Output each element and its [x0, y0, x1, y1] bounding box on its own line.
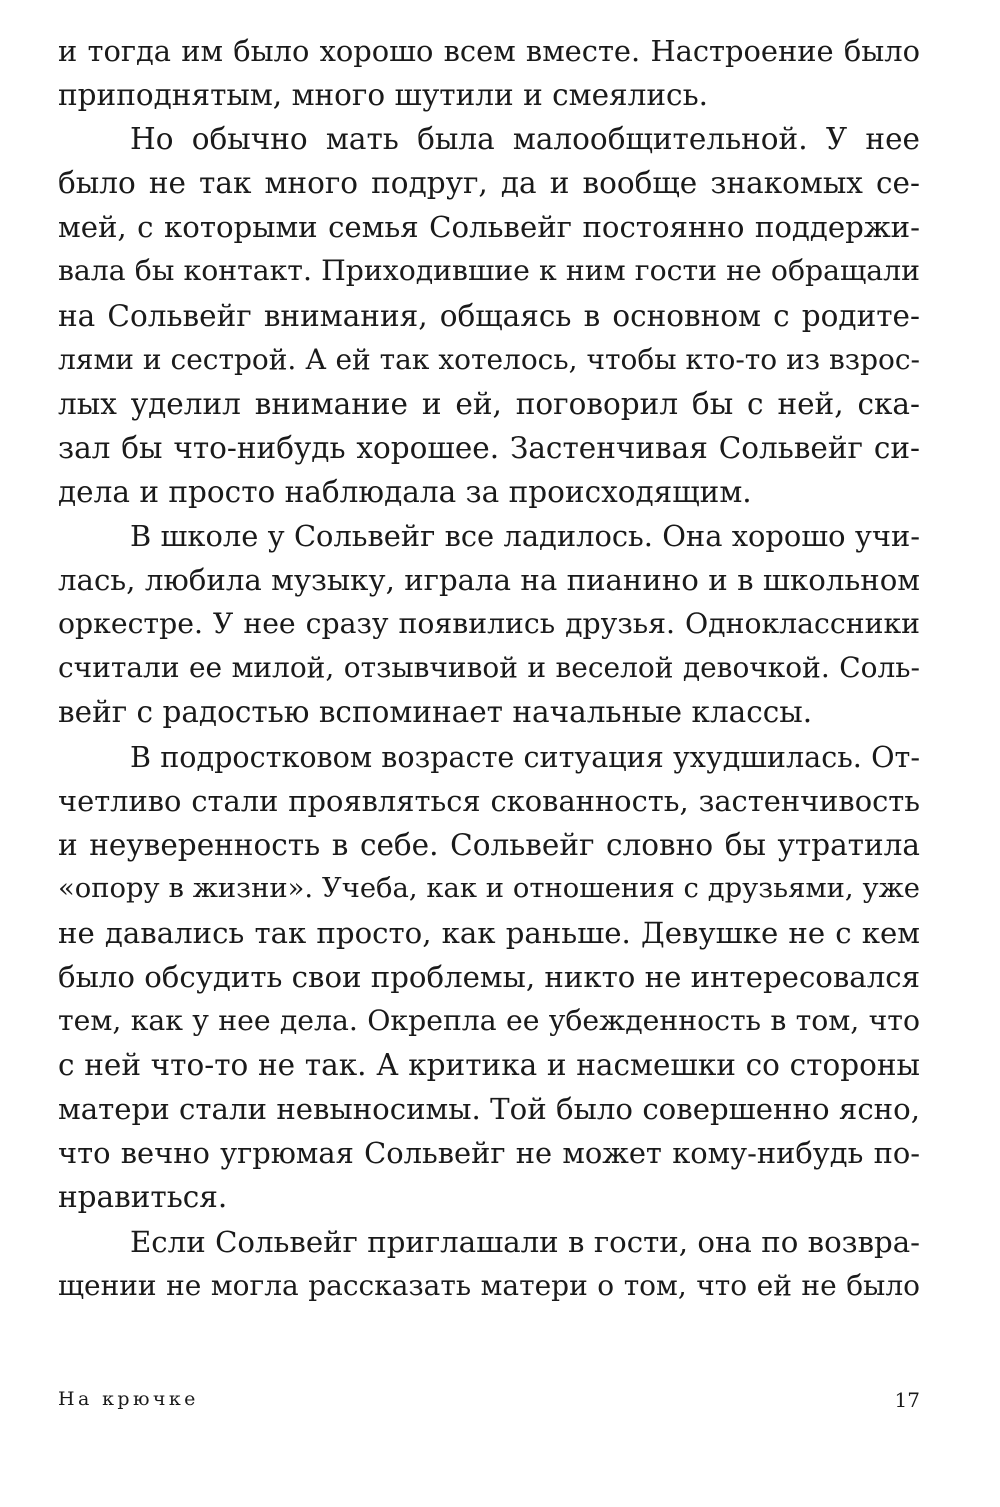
- text-line: матери стали невыносимы. Той было совершенно ясно,: [58, 1092, 920, 1127]
- text-line: считали ее милой, отзывчивой и веселой девочкой. Соль-: [58, 651, 920, 685]
- text-line: и тогда им было хорошо всем вместе. Настроение было: [58, 34, 920, 68]
- text-line: В школе у Сольвейг все ладилось. Она хорошо учи-: [130, 519, 920, 554]
- text-line: «опору в жизни». Учеба, как и отношения с друзьями, уже: [58, 872, 920, 904]
- text-line: лась, любила музыку, играла на пианино и в школьном: [58, 563, 920, 598]
- text-line: было не так много подруг, да и вообще знакомых се-: [58, 166, 920, 201]
- text-line: приподнятым, много шутили и смеялись.: [58, 78, 709, 113]
- text-line: не давались так просто, как раньше. Девушке не с кем: [58, 915, 920, 950]
- running-title: На крючке: [58, 1388, 199, 1410]
- text-line: оркестре. У нее сразу появились друзья. Одноклассники: [58, 607, 920, 641]
- text-line: что вечно угрюмая Сольвейг не может кому-нибудь по-: [58, 1136, 920, 1171]
- body-text: [58, 29, 920, 1308]
- text-line: на Сольвейг внимания, общаясь в основном с родите-: [58, 298, 920, 333]
- text-line: Но обычно мать была малообщительной. У нее: [130, 122, 920, 157]
- text-line: В подростковом возрасте ситуация ухудшилась. От-: [130, 739, 920, 774]
- text-line: четливо стали проявляться скованность, застенчивость: [58, 783, 920, 818]
- text-line: мей, с которыми семья Сольвейг постоянно поддержи-: [58, 210, 920, 245]
- text-line: тем, как у нее дела. Окрепла ее убежденность в том, что: [58, 1004, 920, 1038]
- text-line: с ней что-то не так. А критика и насмешки со стороны: [58, 1048, 920, 1083]
- text-line: зал бы что-нибудь хорошее. Застенчивая Сольвейг си-: [58, 430, 920, 465]
- text-line: вейг с радостью вспоминает начальные классы.: [58, 695, 813, 730]
- text-line: нравиться.: [58, 1180, 228, 1215]
- text-line: дела и просто наблюдала за происходящим.: [58, 474, 752, 509]
- text-line: щении не могла рассказать матери о том, что ей не было: [58, 1268, 920, 1302]
- text-line: лями и сестрой. А ей так хотелось, чтобы кто-то из взрос-: [58, 342, 920, 376]
- text-line: вала бы контакт. Приходившие к ним гости не обращали: [58, 254, 920, 288]
- page-number: 17: [894, 1388, 920, 1412]
- text-line: Если Сольвейг приглашали в гости, она по возвра-: [130, 1224, 920, 1259]
- text-line: было обсудить свои проблемы, никто не интересовался: [58, 959, 920, 994]
- text-line: лых уделил внимание и ей, поговорил бы с ней, ска-: [58, 386, 920, 421]
- text-line: и неуверенность в себе. Сольвейг словно бы утратила: [58, 827, 920, 862]
